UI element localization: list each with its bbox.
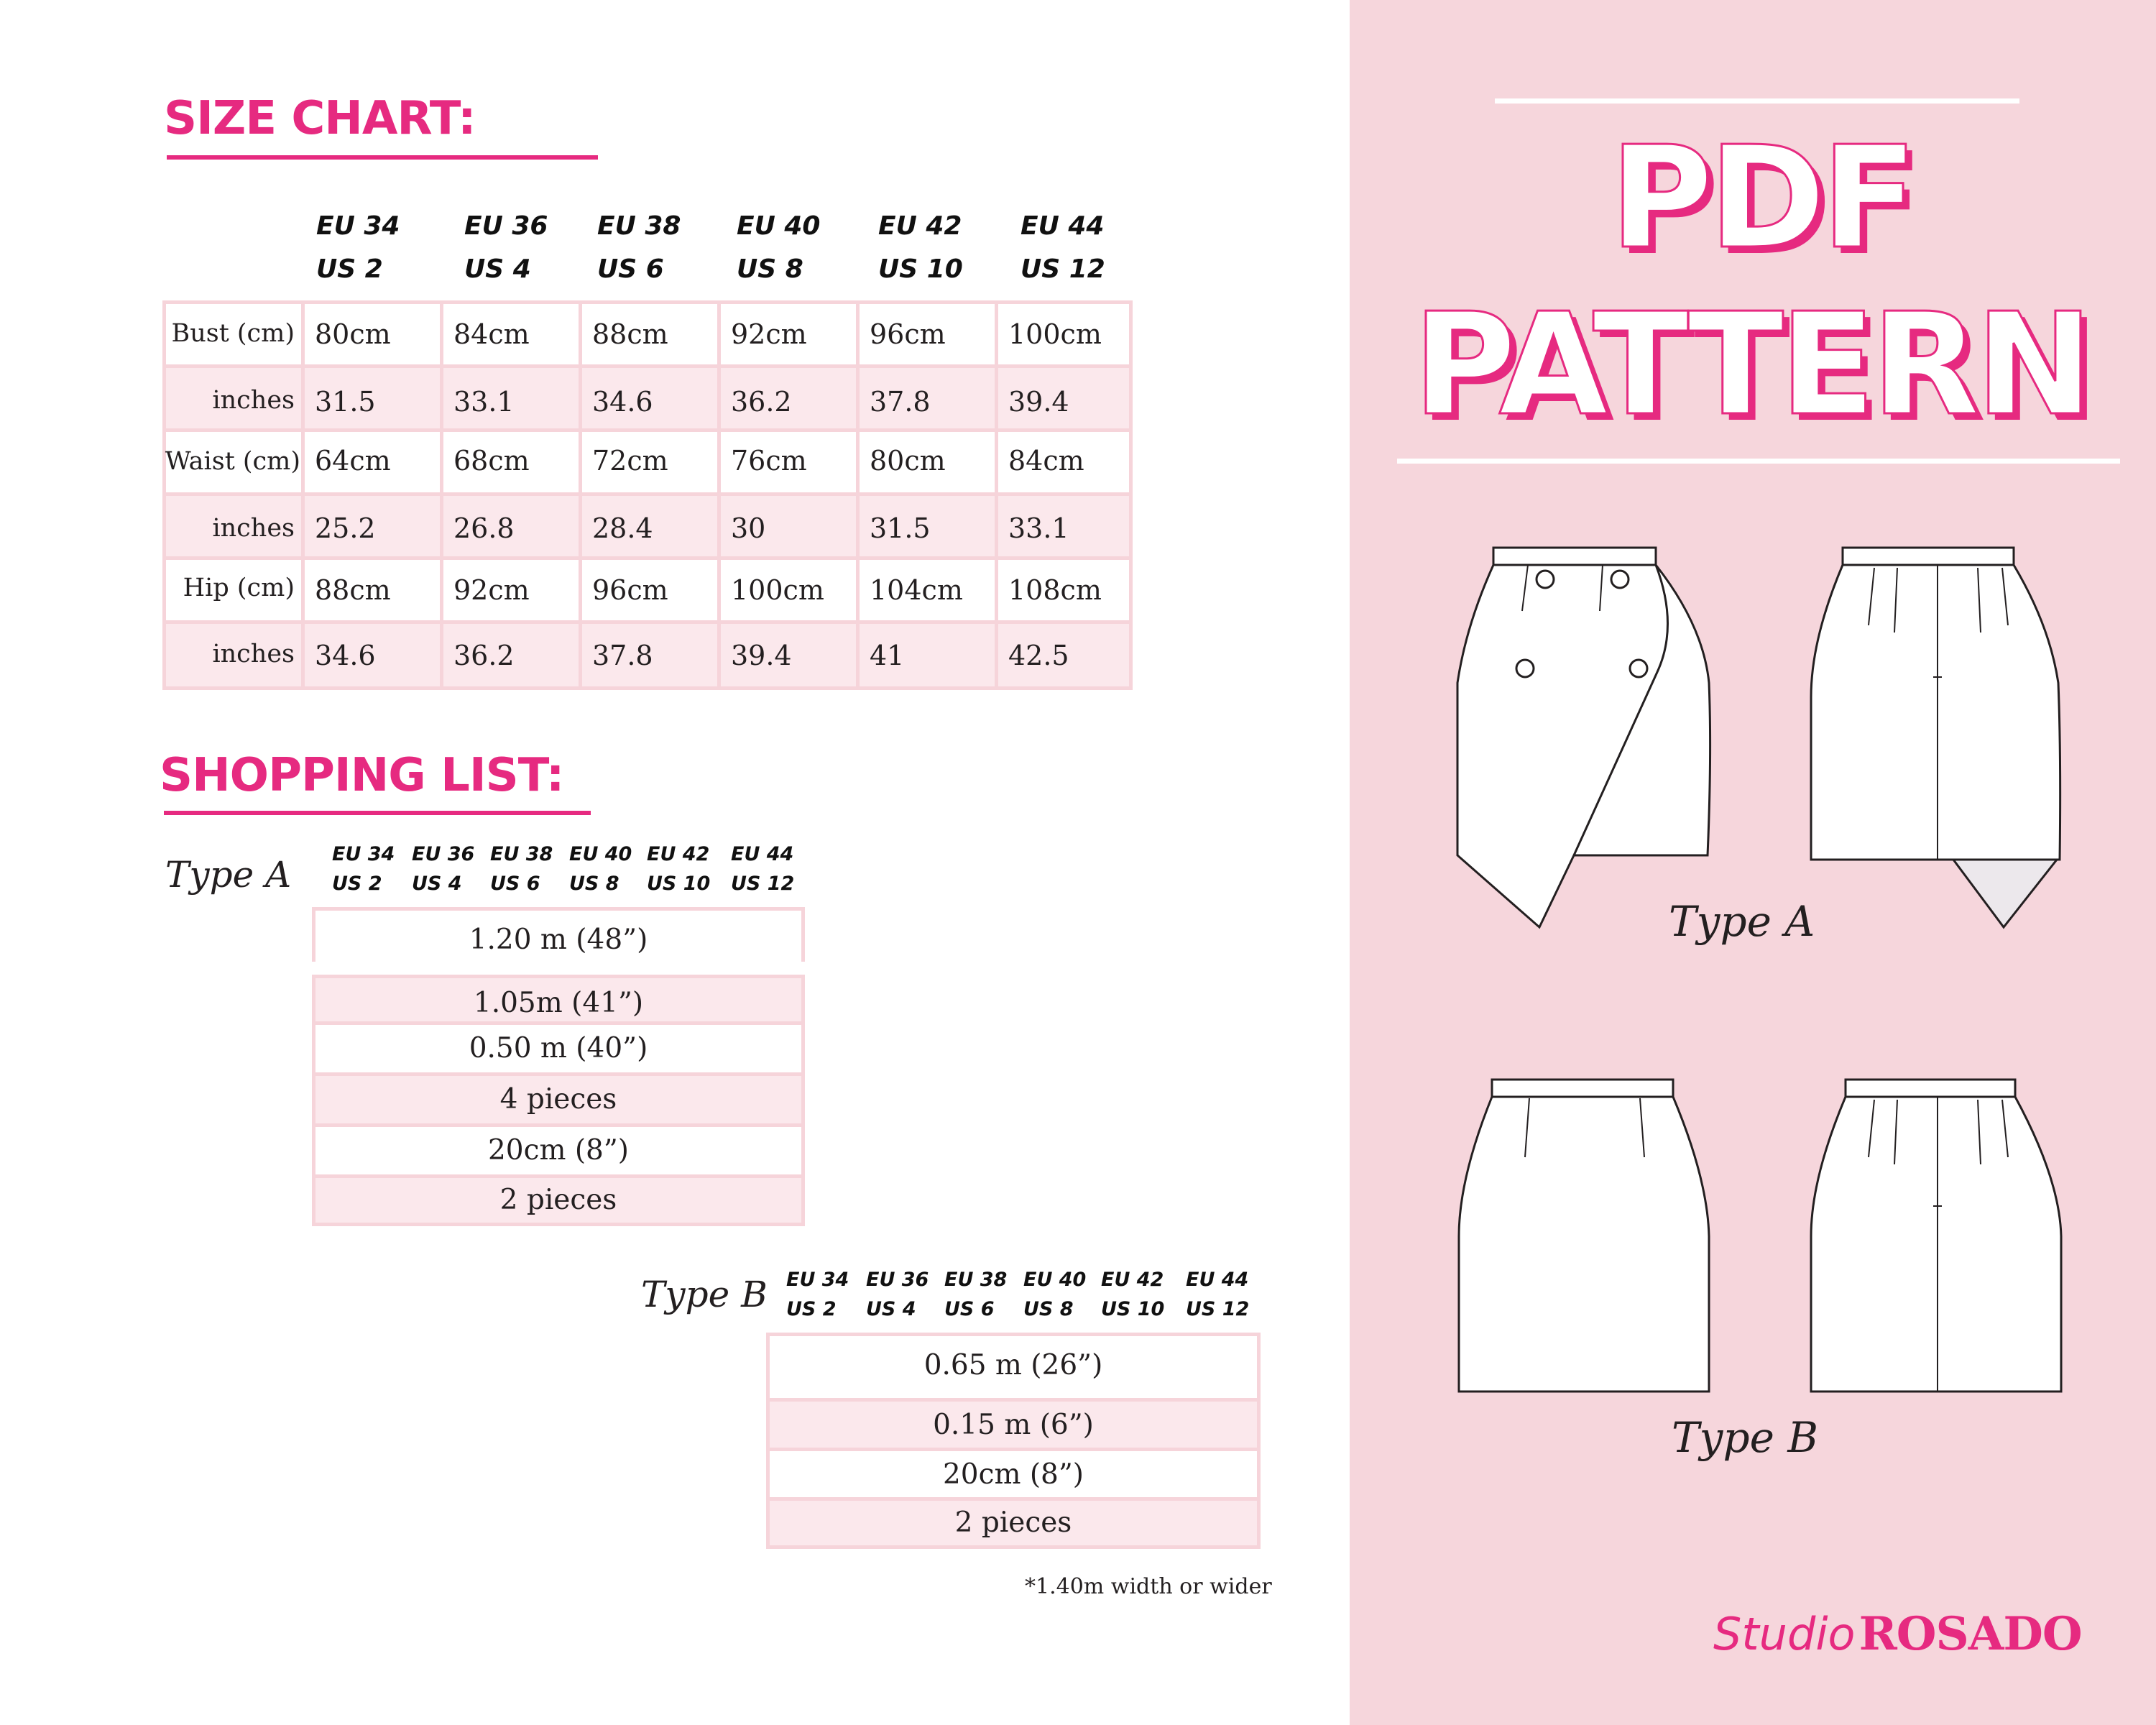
size-cell: 25.2 xyxy=(301,492,443,560)
size-col-header: EU 34 US 2 xyxy=(316,211,400,284)
type-a-value-cell: 4 pieces xyxy=(312,1072,805,1127)
type-b-col-header: EU 40 US 8 xyxy=(1023,1269,1087,1320)
size-chart-table xyxy=(162,300,1133,690)
size-cell: 36.2 xyxy=(717,364,860,432)
type-b-label: Type B xyxy=(641,1274,768,1315)
type-b-value-cell: 20cm (8”) xyxy=(766,1448,1261,1501)
type-a-col-header: EU 42 US 10 xyxy=(647,843,711,895)
type-b-caption: Type B xyxy=(1672,1413,1818,1462)
size-cell: 104cm xyxy=(856,556,998,624)
size-cell: 30 xyxy=(717,492,860,560)
size-cell: 42.5 xyxy=(995,620,1133,690)
type-b-col-header: EU 38 US 6 xyxy=(944,1269,1008,1320)
size-cell: 92cm xyxy=(717,300,860,368)
size-chart-heading-underline xyxy=(167,155,598,160)
skirt-type-b-front-illustration xyxy=(1437,1071,1739,1402)
size-col-header: EU 42 US 10 xyxy=(878,211,963,284)
type-a-caption: Type A xyxy=(1669,897,1815,946)
size-cell: 39.4 xyxy=(995,364,1133,432)
shopping-list-heading: SHOPPING LIST: xyxy=(160,749,564,802)
type-b-col-header: EU 42 US 10 xyxy=(1101,1269,1165,1320)
type-a-value-cell: 1.05m (41”) xyxy=(312,975,805,1025)
size-cell: 84cm xyxy=(995,428,1133,496)
size-cell: 33.1 xyxy=(440,364,582,432)
shopping-list-heading-underline xyxy=(164,811,591,815)
brand-studio: Studio xyxy=(1713,1608,1856,1660)
size-cell: 88cm xyxy=(579,300,721,368)
type-a-col-header: EU 36 US 4 xyxy=(412,843,475,895)
size-cell: 68cm xyxy=(440,428,582,496)
size-cell: 37.8 xyxy=(856,364,998,432)
type-a-value-cell: 2 pieces xyxy=(312,1174,805,1226)
type-a-value-cell: 0.50 m (40”) xyxy=(312,1021,805,1076)
type-a-col-header: EU 40 US 8 xyxy=(569,843,632,895)
size-cell: 26.8 xyxy=(440,492,582,560)
title-pattern: PATTERN xyxy=(1413,283,2089,447)
size-cell: 28.4 xyxy=(579,492,721,560)
size-cell: 37.8 xyxy=(579,620,721,690)
skirt-type-a-back-illustration xyxy=(1789,539,2091,942)
skirt-type-a-front-illustration xyxy=(1437,539,1739,942)
size-row-label: inches xyxy=(212,514,295,543)
type-b-value-cell: 0.65 m (26”) xyxy=(766,1333,1261,1402)
size-col-header: EU 38 US 6 xyxy=(597,211,681,284)
size-cell: 39.4 xyxy=(717,620,860,690)
size-cell: 64cm xyxy=(301,428,443,496)
size-cell: 100cm xyxy=(995,300,1133,368)
type-a-col-header: EU 38 US 6 xyxy=(490,843,553,895)
size-row-label: Waist (cm) xyxy=(165,447,300,476)
size-cell: 36.2 xyxy=(440,620,582,690)
type-b-value-cell: 0.15 m (6”) xyxy=(766,1398,1261,1451)
size-cell: 84cm xyxy=(440,300,582,368)
size-cell: 100cm xyxy=(717,556,860,624)
skirt-type-b-back-illustration xyxy=(1789,1071,2091,1402)
type-a-value-cell: 1.20 m (48”) xyxy=(312,907,805,962)
size-row-label: inches xyxy=(212,640,295,668)
title-bottom-rule xyxy=(1397,459,2120,464)
type-b-value-cell: 2 pieces xyxy=(766,1497,1261,1549)
size-cell: 31.5 xyxy=(856,492,998,560)
size-col-header: EU 36 US 4 xyxy=(464,211,548,284)
type-b-col-header: EU 34 US 2 xyxy=(786,1269,849,1320)
size-cell: 108cm xyxy=(995,556,1133,624)
type-a-col-header: EU 34 US 2 xyxy=(332,843,395,895)
footnote: *1.40m width or wider xyxy=(1025,1574,1272,1599)
type-a-label: Type A xyxy=(165,854,292,896)
size-row-label: Bust (cm) xyxy=(171,319,295,348)
size-row-label: Hip (cm) xyxy=(183,574,295,602)
type-b-col-header: EU 44 US 12 xyxy=(1186,1269,1250,1320)
size-cell: 34.6 xyxy=(579,364,721,432)
size-cell: 41 xyxy=(856,620,998,690)
type-a-col-header: EU 44 US 12 xyxy=(731,843,795,895)
size-cell: 92cm xyxy=(440,556,582,624)
size-cell: 34.6 xyxy=(301,620,443,690)
brand-name: ROSADO xyxy=(1858,1607,2082,1661)
size-cell: 76cm xyxy=(717,428,860,496)
type-b-col-header: EU 36 US 4 xyxy=(866,1269,929,1320)
size-chart-heading: SIZE CHART: xyxy=(164,92,476,145)
size-cell: 96cm xyxy=(856,300,998,368)
size-cell: 96cm xyxy=(579,556,721,624)
size-cell: 31.5 xyxy=(301,364,443,432)
size-cell: 80cm xyxy=(301,300,443,368)
type-a-value-cell: 20cm (8”) xyxy=(312,1123,805,1178)
size-cell: 88cm xyxy=(301,556,443,624)
size-row-label: inches xyxy=(212,386,295,415)
size-cell: 33.1 xyxy=(995,492,1133,560)
size-col-header: EU 44 US 12 xyxy=(1021,211,1105,284)
size-col-header: EU 40 US 8 xyxy=(737,211,821,284)
size-cell: 72cm xyxy=(579,428,721,496)
title-pdf: PDF xyxy=(1610,116,1914,280)
title-top-rule xyxy=(1495,98,2019,104)
brand-logo xyxy=(1713,1607,2082,1661)
size-cell: 80cm xyxy=(856,428,998,496)
